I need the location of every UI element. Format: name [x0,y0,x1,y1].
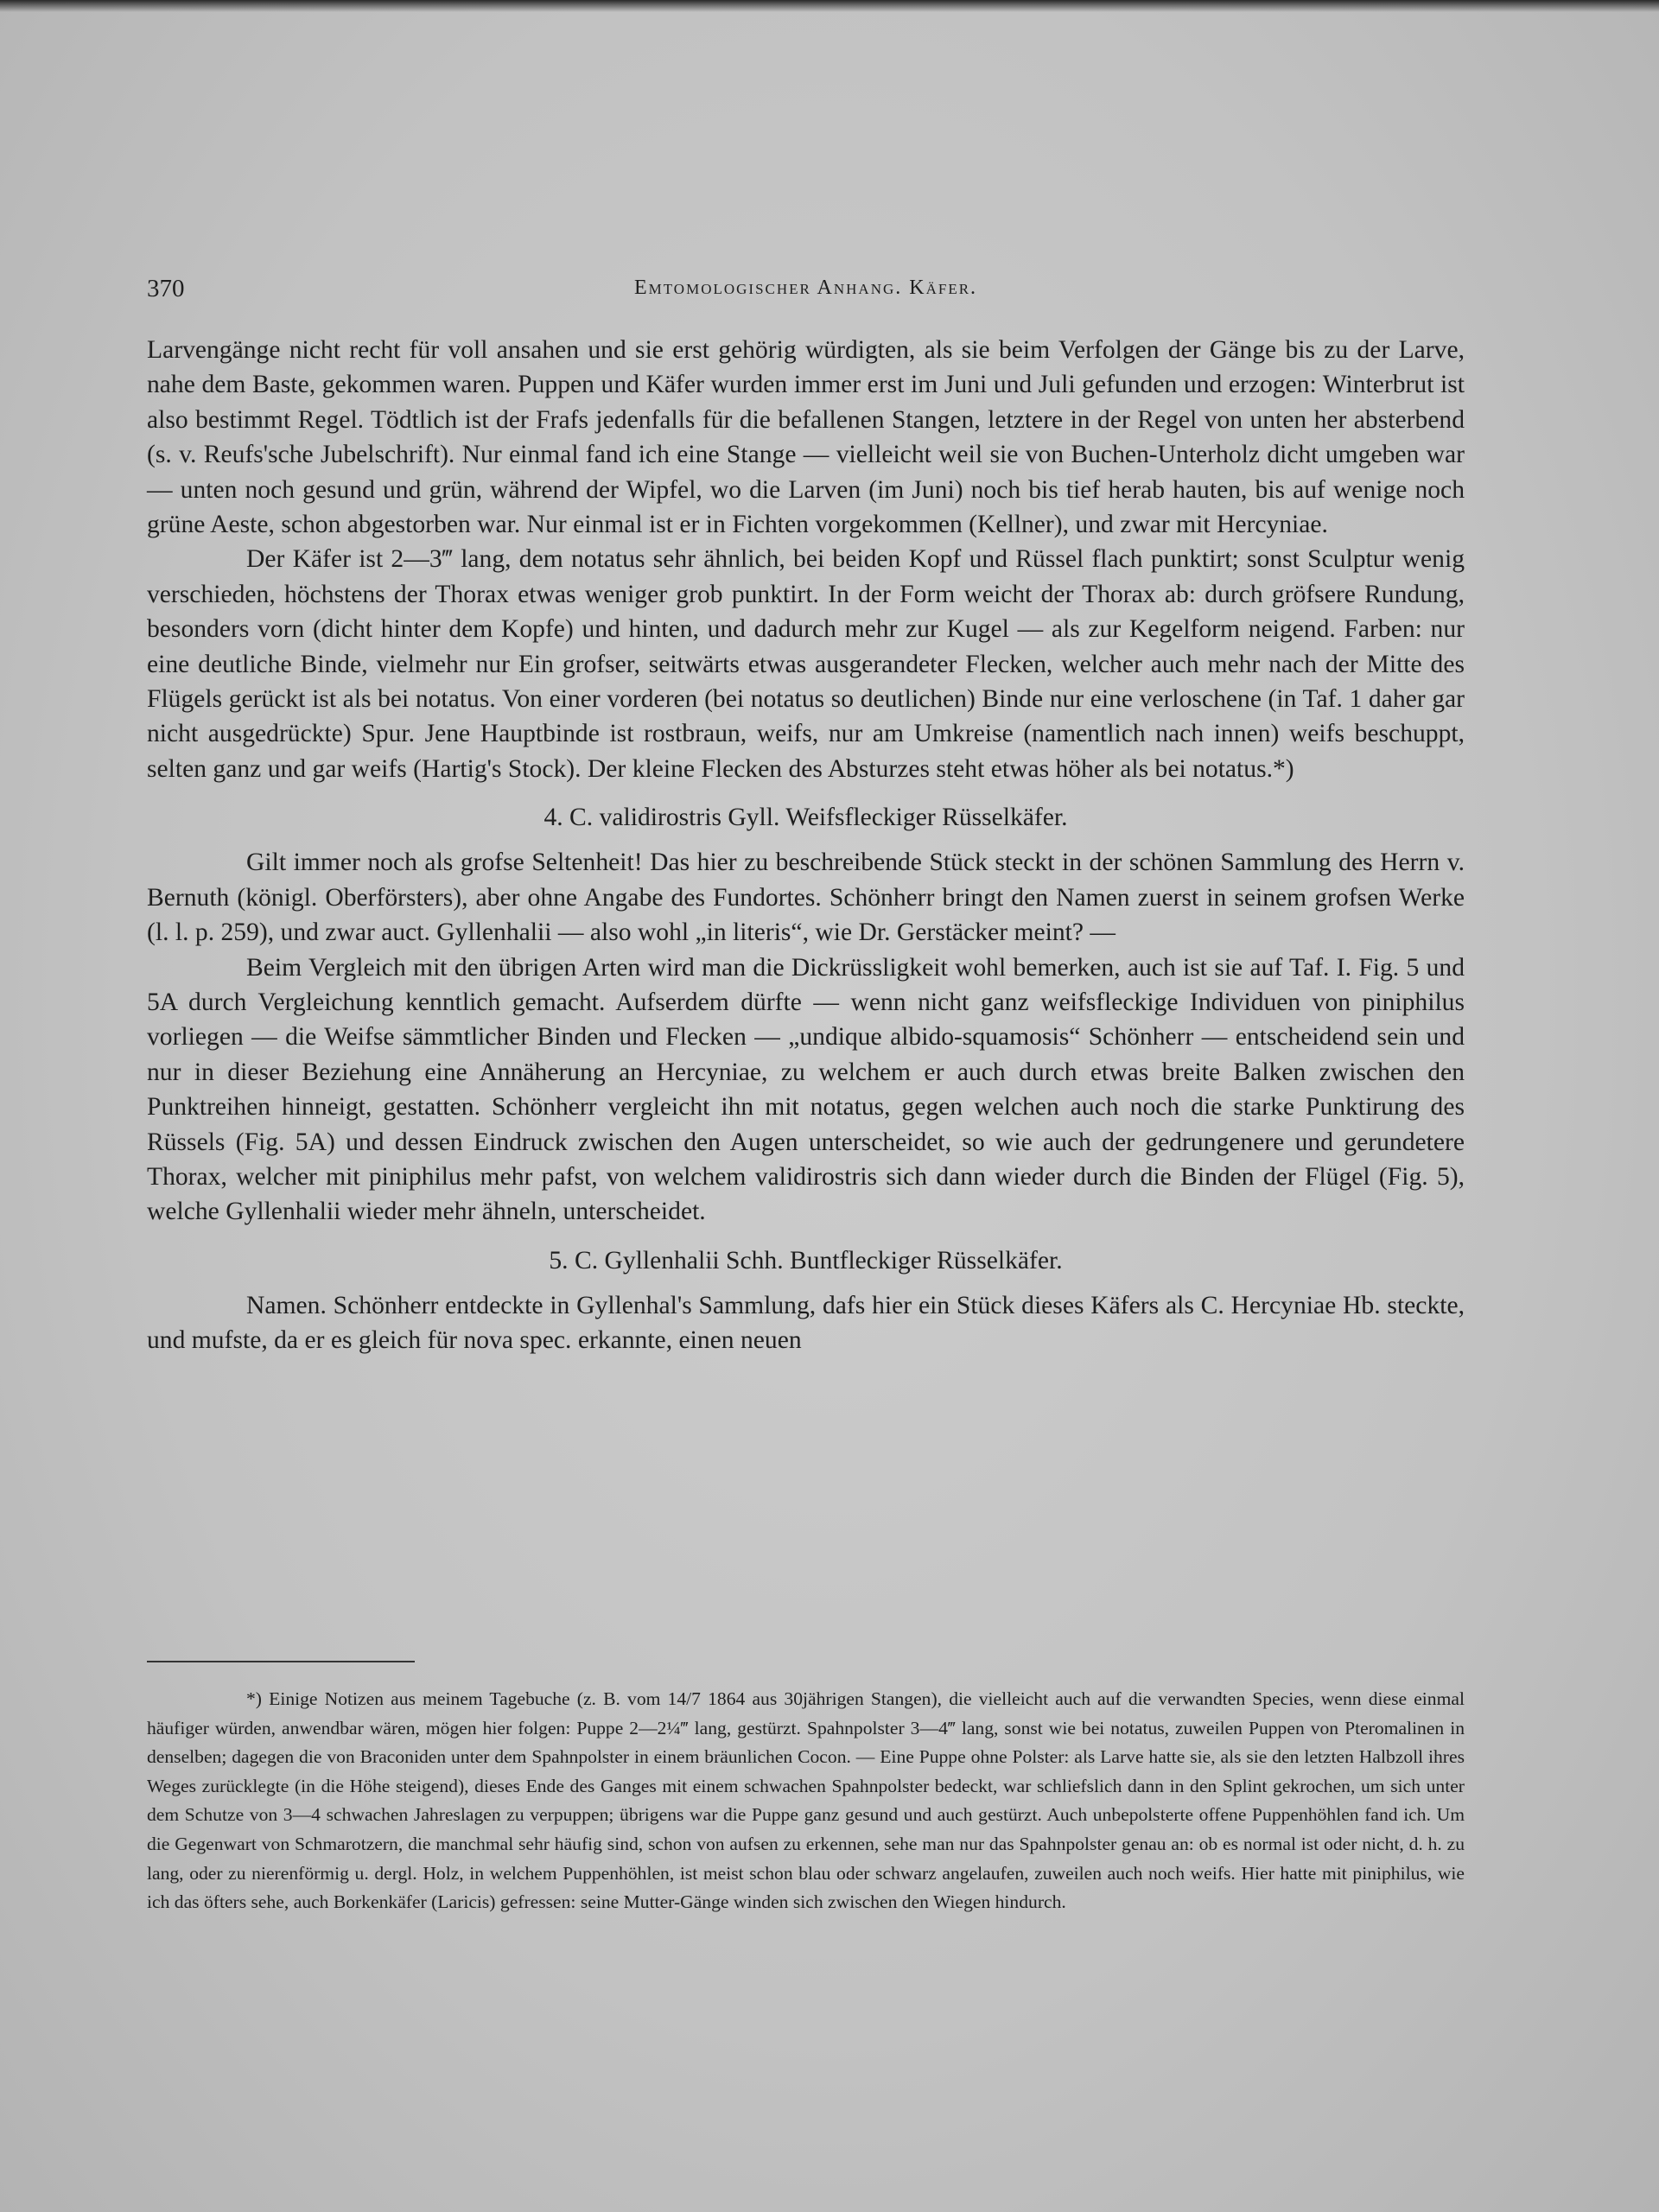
section-heading-5: 5. C. Gyllenhalii Schh. Buntfleckiger Rüsselkäfer. [549,1246,1063,1274]
paragraph-continuation: Larvengänge nicht recht für voll ansahen und sie erst gehörig würdigten, als sie beim Verfolgen der Gänge bis zu der Larve, nahe dem Baste, gekommen waren. Puppen und Käfer wurden immer erst im Juni und Juli gefunden und erzogen: Winterbrut ist also bestimmt Regel. Tödtlich ist der Frafs jedenfalls für die befallenen Stangen, letztere in der Regel von unten her absterbend (s. v. Reufs'sche Jubelschrift). Nur einmal fand ich eine Stange — vielleicht weil sie von Buchen-Unterholz dicht umgeben war — unten noch gesund und grün, während der Wipfel, wo die Larven (im Juni) noch bis tief herab hauten, bis auf wenige noch grüne Aeste, schon abgestorben war. Nur einmal ist er in Fichten vorgekommen (Kellner), und zwar mit Hercyniae. [147,336,1465,539]
main-text [147,333,1465,1358]
page-header [147,275,1465,309]
footnote-rule [147,1661,415,1662]
footnote [147,1685,1465,1917]
running-head: Emtomologischer Anhang. Käfer. [633,276,978,299]
page-number: 370 [147,275,185,302]
paragraph-description: Der Käfer ist 2—3‴ lang, dem notatus sehr ähnlich, bei beiden Kopf und Rüssel flach punktirt; sonst Sculptur wenig verschieden, höchstens der Thorax etwas weniger grob punktirt. In der Form weicht der Thorax ab: durch gröfsere Rundung, besonders vorn (dicht hinter dem Kopfe) und hinten, und dadurch mehr zur Kugel — als zur Kegelform neigend. Farben: nur eine deutliche Binde, vielmehr nur Ein grofser, seitwärts etwas ausgerandeter Flecken, welcher auch mehr nach der Mitte des Flügels gerückt ist als bei notatus. Von einer vorderen (bei notatus so deutlichen) Binde nur eine verloschene (in Taf. 1 daher gar nicht ausgedrückte) Spur. Jene Hauptbinde ist rostbraun, weifs, nur am Umkreise (namentlich nach innen) weifs beschuppt, selten ganz und gar weifs (Hartig's Stock). Der kleine Flecken des Absturzes steht etwas höher als bei notatus.*) [147,545,1465,783]
section-heading-4: 4. C. validirostris Gyll. Weifsfleckiger Rüsselkäfer. [543,804,1068,832]
footnote-text: *) Einige Notizen aus meinem Tagebuche (z. B. vom 14/7 1864 aus 30jährigen Stangen), die vielleicht auch auf die verwandten Species, wenn diese einmal häufiger würden, anwendbar wären, mögen hier folgen: Puppe 2—2¼‴ lang, gestürzt. Spahnpolster 3—4‴ lang, sonst wie bei notatus, zuweilen Puppen von Pteromalinen in denselben; dagegen die von Braconiden unter dem Spahnpolster in einem bräunlichen Cocon. — Eine Puppe ohne Polster: als Larve hatte sie, als sie den letzten Halbzoll ihres Weges zurücklegte (in die Höhe steigend), dieses Ende des Ganges mit einem schwachen Spahnpolster bedeckt, war schliefslich dann in den Splint gekrochen, um sich unter dem Schutze von 3—4 schwachen Jahreslagen zu verpuppen; übrigens war die Puppe ganz gesund und auch gestürzt. Auch unbepolsterte offene Puppenhöhlen fand ich. Um die Gegenwart von Schmarotzern, die manchmal sehr häufig sind, schon von aufsen zu erkennen, sehe man nur das Spahnpolster genau an: ob es normal ist oder nicht, d. h. zu lang, oder zu nierenförmig u. dergl. Holz, in welchem Puppenhöhlen, ist meist schon blau oder schwarz angelaufen, zuweilen auch noch weifs. Hier hatte mit piniphilus, wie ich das öfters sehe, auch Borkenkäfer (Laricis) gefressen: seine Mutter-Gänge winden sich zwischen den Wiegen hindurch. [147,1688,1465,1913]
paragraph-rarity: Gilt immer noch als grofse Seltenheit! Das hier zu beschreibende Stück steckt in der schönen Sammlung des Herrn v. Bernuth (königl. Oberförsters), aber ohne Angabe des Fundortes. Schönherr bringt den Namen zuerst in seinem grofsen Werke (l. l. p. 259), und zwar auct. Gyllenhalii — also wohl „in literis“, wie Dr. Gerstäcker meint? — [147,849,1465,947]
paragraph-names: Namen. Schönherr entdeckte in Gyllenhal's Sammlung, dafs hier ein Stück dieses Käfers als C. Hercyniae Hb. steckte, und mufste, da er es gleich für nova spec. erkannte, einen neuen [147,1291,1465,1355]
paragraph-comparison: Beim Vergleich mit den übrigen Arten wird man die Dickrüssligkeit wohl bemerken, auch ist sie auf Taf. I. Fig. 5 und 5A durch Vergleichung kenntlich gemacht. Aufserdem dürfte — wenn nicht ganz weifsfleckige Individuen von piniphilus vorliegen — die Weifse sämmtlicher Binden und Flecken — „undique albido-squamosis“ Schönherr — entscheidend sein und nur in dieser Beziehung eine Annäherung an Hercyniae, zu welchem er auch durch etwas breite Balken zwischen den Punktreihen hinneigt, gestatten. Schönherr vergleicht ihn mit notatus, gegen welchen auch noch die starke Punktirung des Rüssels (Fig. 5A) und dessen Eindruck zwischen den Augen unterscheidet, so wie auch der gedrungenere und gerundetere Thorax, welcher mit piniphilus mehr pafst, von welchem validirostris sich dann wieder durch die Binden der Flügel (Fig. 5), welche Gyllenhalii wieder mehr ähneln, unterscheidet. [147,953,1465,1226]
scan-edge [0,0,1659,12]
